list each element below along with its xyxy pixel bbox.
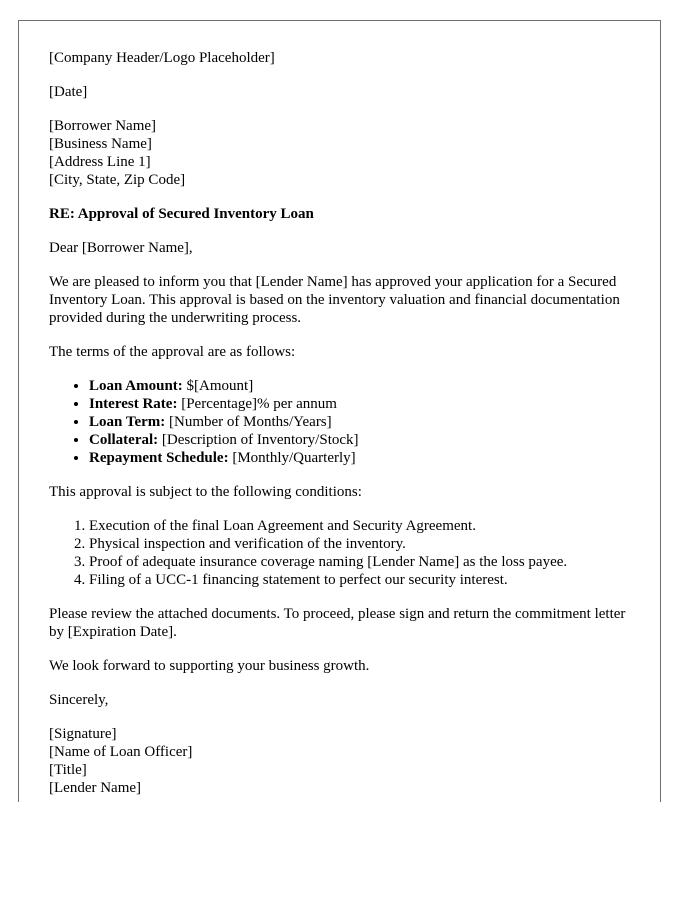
- condition-item: 3. Proof of adequate insurance coverage naming [Lender Name] as the loss payee.: [89, 553, 630, 571]
- term-item-collateral: [89, 431, 630, 449]
- letter-page: [18, 20, 661, 802]
- salutation: Dear [Borrower Name],: [49, 240, 193, 256]
- lender-name: [Lender Name]: [49, 780, 142, 796]
- term-label: Loan Term:: [89, 414, 166, 430]
- condition-item: 4. Filing of a UCC-1 financing statement to perfect our security interest.: [89, 571, 630, 589]
- term-item-repayment-schedule: [89, 449, 630, 467]
- term-label: Collateral:: [89, 432, 159, 448]
- term-item-loan-term: [89, 413, 630, 431]
- business-name: [Business Name]: [49, 136, 152, 152]
- sign-off: Sincerely,: [49, 692, 109, 708]
- signature-placeholder: [Signature]: [49, 726, 117, 742]
- term-value: [Description of Inventory/Stock]: [158, 432, 359, 448]
- subject-line: RE: Approval of Secured Inventory Loan: [49, 206, 314, 222]
- terms-intro: The terms of the approval are as follows:: [49, 344, 296, 360]
- term-item-loan-amount: [89, 377, 630, 395]
- city-state-zip: [City, State, Zip Code]: [49, 172, 186, 188]
- address-line-1: [Address Line 1]: [49, 154, 151, 170]
- condition-item: 1. Execution of the final Loan Agreement and Security Agreement.: [89, 517, 630, 535]
- term-value: [Number of Months/Years]: [165, 414, 332, 430]
- closing-note: We look forward to supporting your business growth.: [49, 658, 370, 674]
- conditions-intro: This approval is subject to the following conditions:: [49, 484, 362, 500]
- term-value: $[Amount]: [182, 378, 254, 394]
- condition-item: 2. Physical inspection and verification of the inventory.: [89, 535, 630, 553]
- term-label: Repayment Schedule:: [89, 450, 229, 466]
- recipient-address: [49, 117, 630, 189]
- conditions-list: [49, 517, 630, 589]
- letter-date: [Date]: [49, 84, 88, 100]
- term-value: [Monthly/Quarterly]: [228, 450, 356, 466]
- review-paragraph: Please review the attached documents. To proceed, please sign and return the commitment letter by [Expiration Date].: [49, 606, 626, 640]
- terms-list: [49, 377, 630, 467]
- signature-block: [49, 725, 630, 797]
- borrower-name: [Borrower Name]: [49, 118, 157, 134]
- officer-title: [Title]: [49, 762, 87, 778]
- loan-officer-name: [Name of Loan Officer]: [49, 744, 193, 760]
- term-value: [Percentage]% per annum: [177, 396, 337, 412]
- term-label: Interest Rate:: [89, 396, 178, 412]
- term-item-interest-rate: [89, 395, 630, 413]
- term-label: Loan Amount:: [89, 378, 183, 394]
- intro-paragraph: We are pleased to inform you that [Lender Name] has approved your application for a Secured Inventory Loan. This approval is based on the inventory valuation and financial documentation provided during the underwriting process.: [49, 274, 620, 326]
- company-header: [Company Header/Logo Placeholder]: [49, 50, 275, 66]
